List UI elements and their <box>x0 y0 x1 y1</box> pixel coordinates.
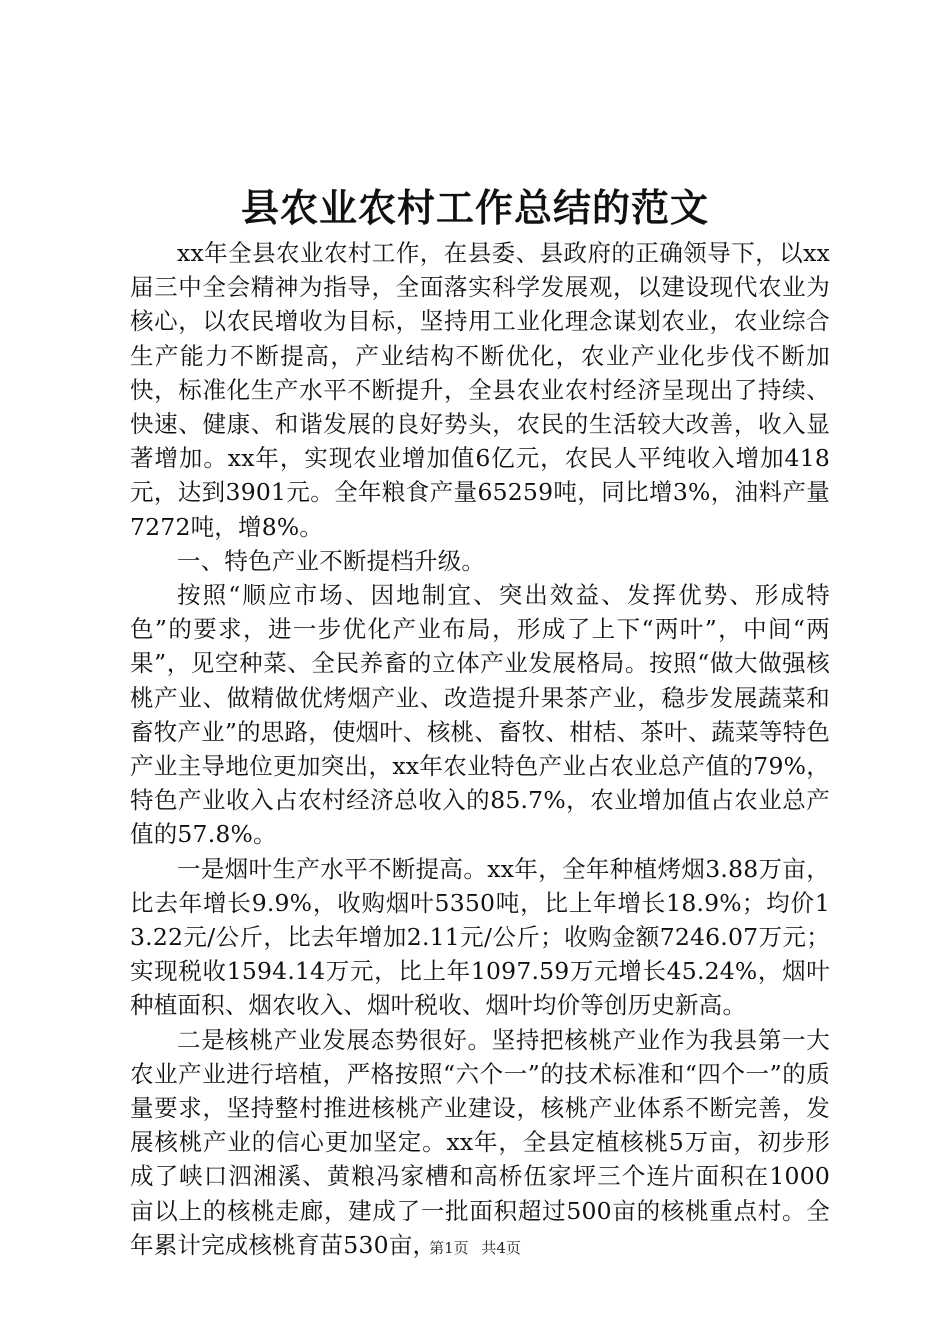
paragraph-tobacco: 一是烟叶生产水平不断提高。xx年，全年种植烤烟3.88万亩，比去年增长9.9%，收购烟叶5350吨，比上年增长18.9%；均价13.22元/公斤，比去年增加2.11元/公斤；收购金额7246.07万元；实现税收1594.14万元，比上年1097.59万元增长45.24%，烟叶种植面积、烟农收入、烟叶税收、烟叶均价等创历史新高。 <box>130 854 830 1020</box>
paragraph-walnut: 二是核桃产业发展态势很好。坚持把核桃产业作为我县第一大农业产业进行培植，严格按照“六个一”的技术标准和“四个一”的质量要求，坚持整村推进核桃产业建设，核桃产业体系不断完善，发展核桃产业的信心更加坚定。xx年，全县定植核桃5万亩，初步形成了峡口泗湘溪、黄粮冯家槽和高桥伍家坪三个连片面积在1000亩以上的核桃走廊，建成了一批面积超过500亩的核桃重点村。全年累计完成核桃育苗530亩， <box>130 1025 830 1259</box>
paragraph-industry-layout: 按照“顺应市场、因地制宜、突出效益、发挥优势、形成特色”的要求，进一步优化产业布局，形成了上下“两叶”，中间“两果”，见空种菜、全民养畜的立体产业发展格局。按照“做大做强核桃产业、做精做优烤烟产业、改造提升果茶产业，稳步发展蔬菜和畜牧产业”的思路，使烟叶、核桃、畜牧、柑桔、茶叶、蔬菜等特色产业主导地位更加突出，xx年农业特色产业占农业总产值的79%，特色产业收入占农村经济总收入的85.7%，农业增加值占农业总产值的57.8%。 <box>130 581 830 849</box>
page-footer <box>0 1238 950 1258</box>
paragraph-intro: xx年全县农业农村工作，在县委、县政府的正确领导下，以xx届三中全会精神为指导，全面落实科学发展观，以建设现代农业为核心，以农民增收为目标，坚持用工业化理念谋划农业，农业综合生产能力不断提高，产业结构不断优化，农业产业化步伐不断加快，标准化生产水平不断提升，全县农业农村经济呈现出了持续、快速、健康、和谐发展的良好势头，农民的生活较大改善，收入显著增加。xx年，实现农业增加值6亿元，农民人平纯收入增加418元，达到3901元。全年粮食产量65259吨，同比增3%，油料产量7272吨，增8%。 <box>130 239 830 541</box>
section-heading-special-industries: 一、特色产业不断提档升级。 <box>177 546 486 575</box>
document-body <box>130 236 830 1262</box>
document-title: 县农业农村工作总结的范文 <box>240 185 709 230</box>
page-total: 共4页 <box>481 1239 521 1257</box>
page-number: 第1页 <box>429 1239 469 1257</box>
